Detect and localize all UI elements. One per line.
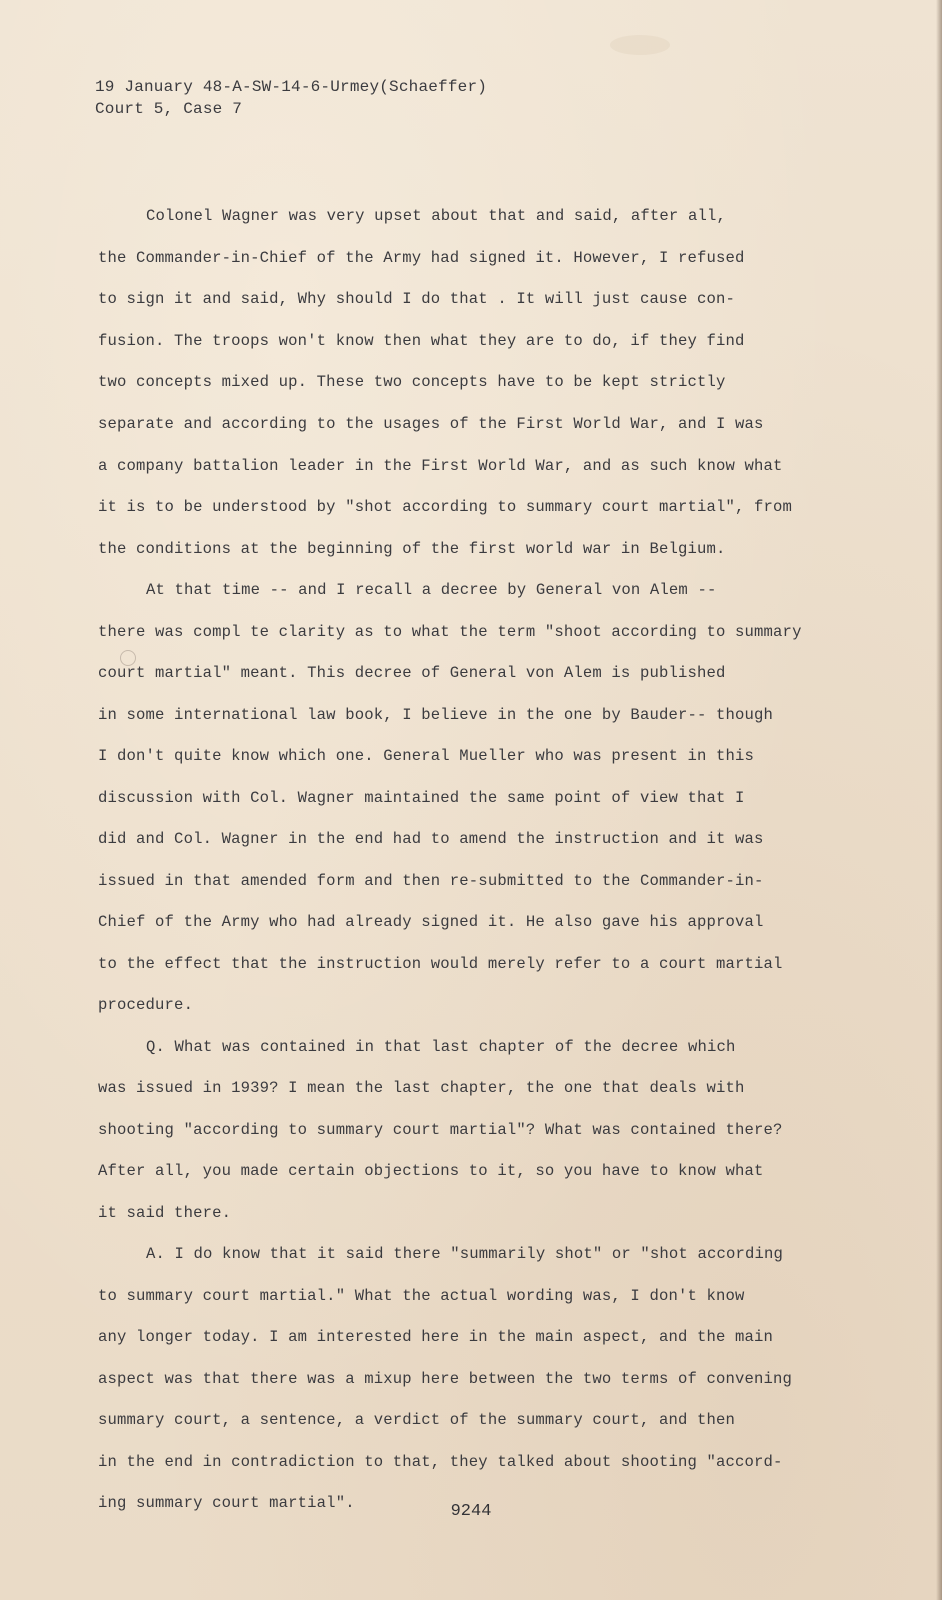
paragraph-von-alem-decree: At that time -- and I recall a decree by General von Alem -- there was compl te clarity as to what the term "shoot according to summary court martial" meant. This decree of General von Alem is published in some international law book, I believe in the one by Bauder-- though I don't quite know which one. General Mueller who was present in this discussion with Col. Wagner maintained the same point of view that I did and Col. Wagner in the end had to amend the instruction and it was issued in that amended form and then re-submitted to the Commander-in- Chief of the Army who had already signed it. He also gave his approval to the effect that the instruction would merely refer to a court martial procedure. (98, 581, 802, 1015)
paragraph-wagner-testimony: Colonel Wagner was very upset about that and said, after all, the Commander-in-Chief of the Army had signed it. However, I refused to sign it and said, Why should I do that . It will just cause con- fusion. The troops won't know then what they are to do, if they find two concepts mixed up. These two concepts have to be kept strictly separate and according to the usages of the First World War, and I was a company battalion leader in the First World War, and as such know what it is to be understood by "shot according to summary court martial", from the conditions at the beginning of the first world war in Belgium. (98, 207, 793, 558)
paper-stain (610, 35, 670, 55)
header-reference-line: 19 January 48-A-SW-14-6-Urmey(Schaeffer) (95, 78, 488, 96)
paragraph-question: Q. What was contained in that last chapter of the decree which was issued in 1939? I mean the last chapter, the one that deals with shooting "according to summary court martial"? What was contained there? After all, you made certain objections to it, so you have to know what it said there. (98, 1037, 783, 1222)
header-court-case-line: Court 5, Case 7 (95, 100, 243, 118)
transcript-body (98, 196, 868, 1525)
page-number: 9244 (450, 1502, 492, 1521)
paragraph-answer: A. I do know that it said there "summarily shot" or "shot according to summary court martial." What the actual wording was, I don't know any longer today. I am interested here in the main aspect, and the main aspect was that there was a mixup here between the two terms of convening summary court, a sentence, a verdict of the summary court, and then in the end in contradiction to that, they talked about shooting "accord- ing summary court martial". (98, 1245, 793, 1513)
page-edge-shadow (936, 0, 942, 1600)
document-header (95, 76, 487, 120)
